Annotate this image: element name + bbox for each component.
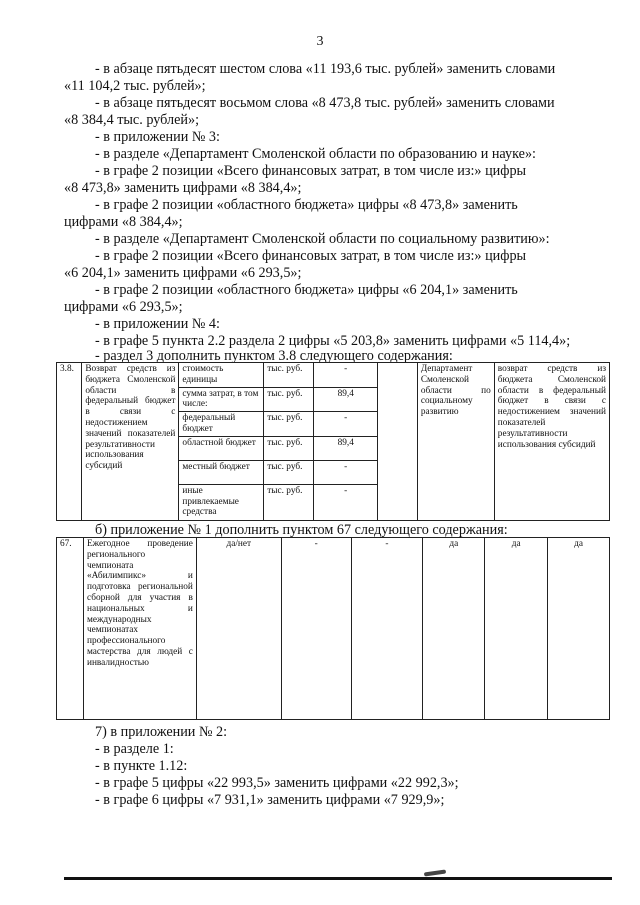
empty-cell — [378, 363, 417, 521]
other-row-label: иные привлекаемые средства — [179, 484, 264, 520]
cost-row-value: - — [314, 363, 378, 388]
row-number: 67. — [57, 538, 84, 720]
text-line: - в разделе «Департамент Смоленской области по образованию и науке»: — [95, 146, 536, 162]
text-line: - в абзаце пятьдесят шестом слова «11 193,6 тыс. рублей» заменить словами — [95, 61, 556, 77]
text-line: цифрами «6 293,5»; — [64, 299, 183, 315]
text-line: 7) в приложении № 2: — [95, 724, 228, 740]
text-line: «11 104,2 тыс. рублей»; — [64, 78, 206, 94]
measure-name: Возврат средств из бюджета Смоленской области в федеральный бюджет в связи с недостижением значений показателей результативности использования субсидий — [82, 363, 179, 521]
event-name: Ежегодное проведение регионального чемпионата «Абилимпикс» и подготовка региональной сборной для участия в национальных и международных чемпионатах профессионального мастерства для людей с инвалидностью — [83, 538, 196, 720]
text-line: - в графе 5 цифры «22 993,5» заменить цифрами «22 992,3»; — [95, 775, 459, 791]
text-line: - в разделе «Департамент Смоленской области по социальному развитию»: — [95, 231, 550, 247]
page-number: 3 — [316, 34, 324, 49]
cost-row-unit: тыс. руб. — [264, 363, 314, 388]
table-section-3-8 — [56, 362, 610, 521]
total-row-unit: тыс. руб. — [264, 387, 314, 412]
text-line: «6 204,1» заменить цифрами «6 293,5»; — [64, 265, 302, 281]
expected-result: возврат средств из бюджета Смоленской области в федеральный бюджет в связи с недостижением значений показателей результативности использования субсидий — [494, 363, 609, 521]
federal-row-label: федеральный бюджет — [179, 412, 264, 437]
other-row-unit: тыс. руб. — [264, 484, 314, 520]
scan-mark — [424, 869, 446, 876]
text-line: цифрами «8 384,4»; — [64, 214, 183, 230]
local-row-value: - — [314, 460, 378, 484]
text-line: - раздел 3 дополнить пунктом 3.8 следующего содержания: — [95, 348, 453, 364]
other-row-value: - — [314, 484, 378, 520]
regional-row-unit: тыс. руб. — [264, 436, 314, 460]
text-line: - в приложении № 4: — [95, 316, 220, 332]
text-line: «8 384,4 тыс. рублей»; — [64, 112, 200, 128]
text-line: - в графе 5 пункта 2.2 раздела 2 цифры «5 203,8» заменить цифрами «5 114,4»; — [95, 333, 571, 349]
value-cell: да — [485, 538, 548, 720]
value-cell: да — [423, 538, 485, 720]
indicator-unit: да/нет — [196, 538, 281, 720]
text-line: - в графе 2 позиции «областного бюджета» цифры «8 473,8» заменить — [95, 197, 518, 213]
total-row-label: сумма затрат, в том числе: — [179, 387, 264, 412]
regional-row-value: 89,4 — [314, 436, 378, 460]
text-line: б) приложение № 1 дополнить пунктом 67 следующего содержания: — [95, 522, 508, 538]
cost-row-label: стоимость единицы — [179, 363, 264, 388]
executor: Департамент Смоленской области по социальному развитию — [417, 363, 494, 521]
text-line: - в абзаце пятьдесят восьмом слова «8 473,8 тыс. рублей» заменить словами — [95, 95, 555, 111]
text-line: - в графе 2 позиции «областного бюджета» цифры «6 204,1» заменить — [95, 282, 518, 298]
text-line: - в графе 2 позиции «Всего финансовых затрат, в том числе из:» цифры — [95, 248, 527, 264]
text-line: - в графе 2 позиции «Всего финансовых затрат, в том числе из:» цифры — [95, 163, 527, 179]
value-cell: - — [281, 538, 351, 720]
text-line: - в пункте 1.12: — [95, 758, 188, 774]
table-point-67 — [56, 537, 610, 720]
text-line: «8 473,8» заменить цифрами «8 384,4»; — [64, 180, 302, 196]
federal-row-unit: тыс. руб. — [264, 412, 314, 437]
row-number: 3.8. — [57, 363, 82, 521]
local-row-unit: тыс. руб. — [264, 460, 314, 484]
regional-row-label: областной бюджет — [179, 436, 264, 460]
page-bottom-rule — [64, 877, 612, 880]
value-cell: да — [548, 538, 610, 720]
total-row-value: 89,4 — [314, 387, 378, 412]
value-cell: - — [351, 538, 423, 720]
text-line: - в разделе 1: — [95, 741, 174, 757]
text-line: - в приложении № 3: — [95, 129, 220, 145]
text-line: - в графе 6 цифры «7 931,1» заменить цифрами «7 929,9»; — [95, 792, 445, 808]
federal-row-value: - — [314, 412, 378, 437]
local-row-label: местный бюджет — [179, 460, 264, 484]
